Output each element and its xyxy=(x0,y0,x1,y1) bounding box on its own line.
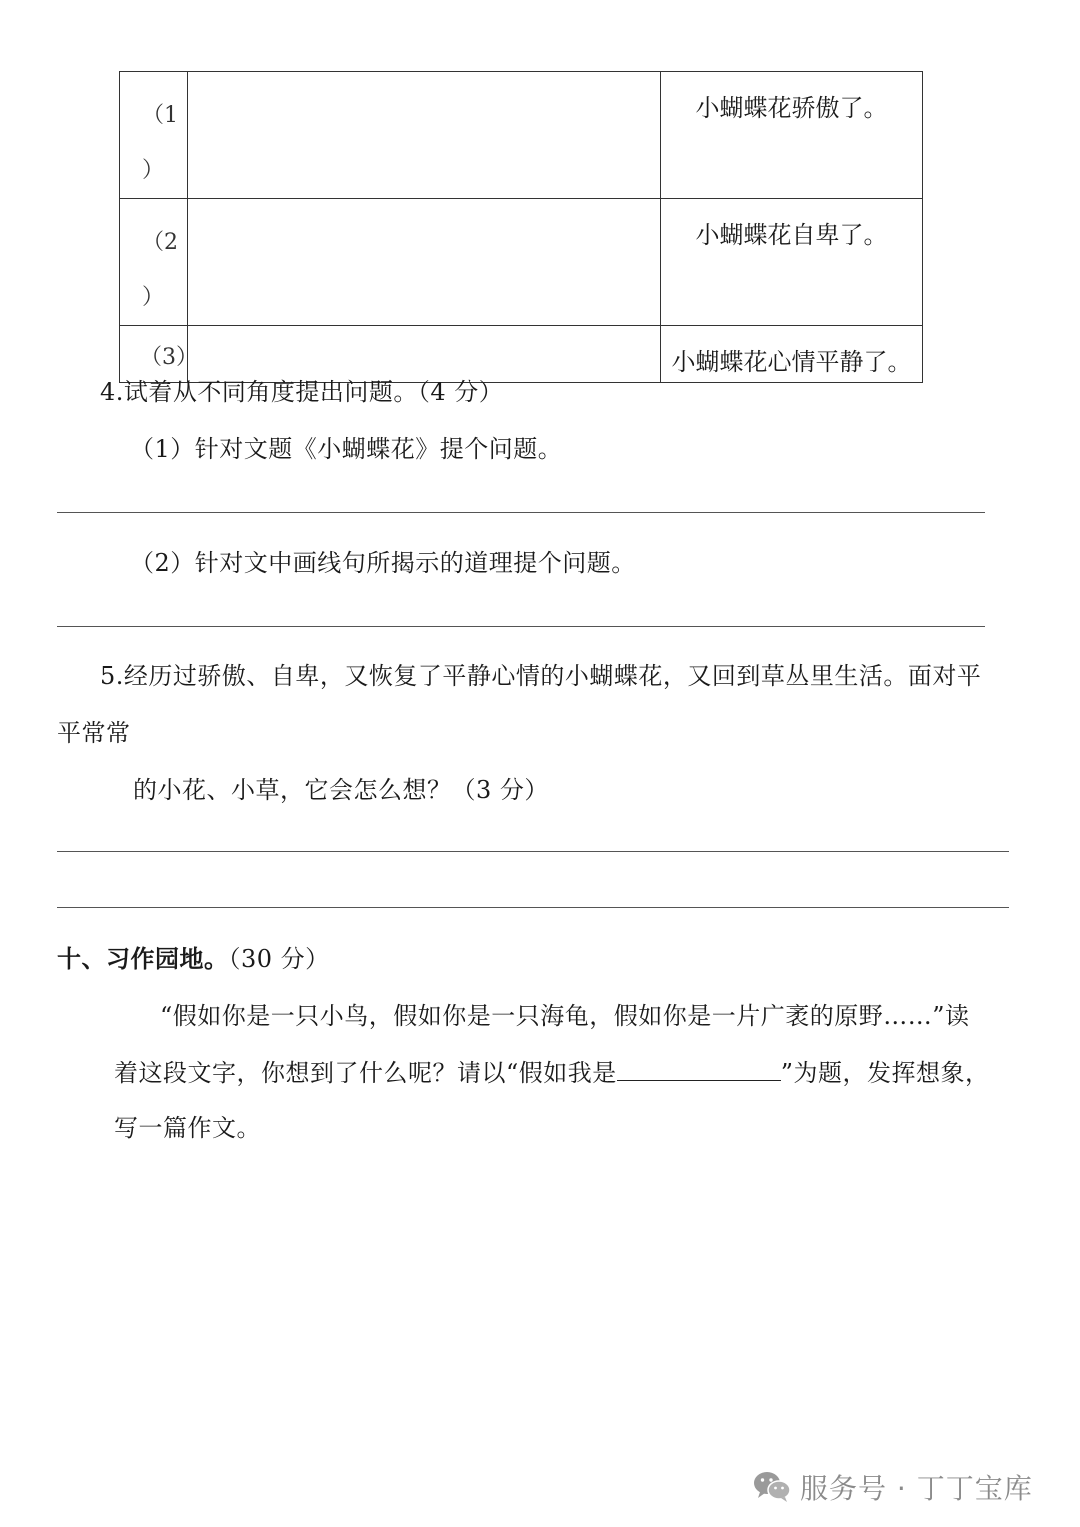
answer-cell[interactable] xyxy=(188,72,661,199)
question-5-line2: 平常常 xyxy=(57,719,131,747)
row-description: 小蝴蝶花心情平静了。 xyxy=(661,326,923,383)
section-10-title xyxy=(57,939,330,974)
row-number: （2 ） xyxy=(120,199,188,326)
answer-cell[interactable] xyxy=(188,199,661,326)
answer-line[interactable] xyxy=(57,512,985,513)
question-5-line1: 5.经历过骄傲、自卑，又恢复了平静心情的小蝴蝶花，又回到草丛里生活。面对平 xyxy=(100,662,982,690)
answer-line[interactable] xyxy=(57,907,1009,908)
row-number: （3） xyxy=(120,326,188,383)
table-row xyxy=(120,199,923,326)
prompt-line1: “假如你是一只小鸟，假如你是一只海龟，假如你是一片广袤的原野……”读 xyxy=(160,1002,970,1030)
wechat-icon xyxy=(752,1470,792,1504)
row-description: 小蝴蝶花骄傲了。 xyxy=(661,72,923,199)
question-5-line3: 的小花、小草，它会怎么想？（3 分） xyxy=(133,776,549,804)
answer-table xyxy=(119,71,923,383)
row-number: （1 ） xyxy=(120,72,188,199)
question-4-title: 4.试着从不同角度提出问题。（4 分） xyxy=(100,378,504,406)
section-heading: 十、习作园地。 xyxy=(57,945,229,973)
row-description: 小蝴蝶花自卑了。 xyxy=(661,199,923,326)
section-score: （30 分） xyxy=(228,945,330,973)
watermark xyxy=(752,1467,1033,1507)
answer-line[interactable] xyxy=(57,851,1009,852)
question-4-sub2: （2）针对文中画线句所揭示的道理提个问题。 xyxy=(130,549,636,577)
title-blank[interactable] xyxy=(617,1058,781,1081)
table-row xyxy=(120,72,923,199)
watermark-text: 服务号 · 丁丁宝库 xyxy=(800,1472,1033,1505)
prompt-line3: 写一篇作文。 xyxy=(114,1114,261,1142)
prompt-line2: 着这段文字，你想到了什么呢？请以“假如我是 ”为题，发挥想象， xyxy=(114,1059,990,1087)
question-4-sub1: （1）针对文题《小蝴蝶花》提个问题。 xyxy=(130,435,563,463)
answer-line[interactable] xyxy=(57,626,985,627)
